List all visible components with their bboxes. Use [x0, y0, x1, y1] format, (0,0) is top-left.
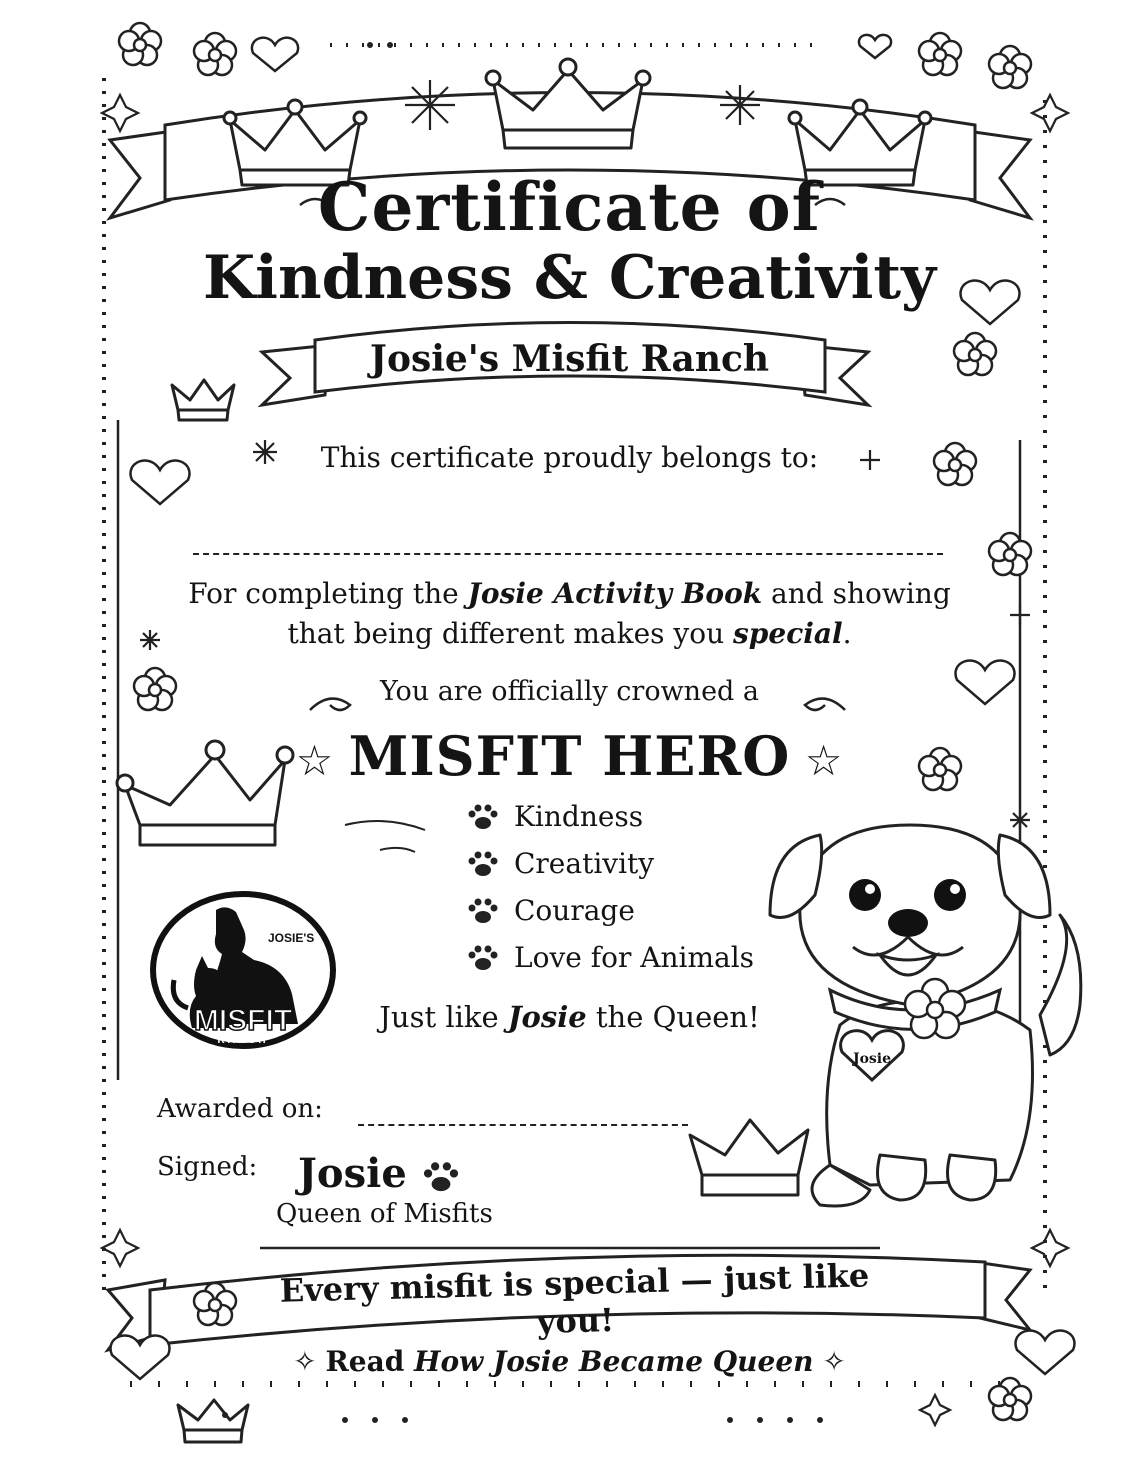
read-book-line: ✧ Read How Josie Became Queen ✧ [293, 1345, 846, 1378]
list-item: Kindness [466, 793, 754, 840]
completion-line2: that being different makes you special. [287, 617, 852, 650]
traits-list [466, 793, 754, 981]
star-icon: ☆ [790, 736, 844, 785]
hero-title: ☆ MISFIT HERO ☆ [295, 724, 844, 788]
logo-bottom-text: RANCH [217, 1035, 269, 1046]
signature: Josie [298, 1150, 461, 1197]
star-icon: ☆ [295, 736, 349, 785]
list-item: Creativity [466, 840, 754, 887]
signed-label: Signed: [157, 1152, 258, 1182]
completion-line1: For completing the Josie Activity Book and showing [188, 577, 951, 610]
recipient-name-line [193, 553, 943, 555]
ranch-name-banner: Josie's Misfit Ranch [369, 338, 770, 380]
paw-icon [466, 943, 500, 973]
completion-text [0, 574, 1139, 654]
sparkle-icon: ✧ [813, 1345, 846, 1378]
motto-banner-text: Every misfit is special — just like you! [279, 1256, 870, 1341]
sparkle-icon: ✧ [293, 1345, 326, 1378]
paw-icon [466, 802, 500, 832]
signature-title: Queen of Misfits [276, 1199, 493, 1229]
book-title: How Josie Became Queen [414, 1345, 814, 1378]
list-item: Love for Animals [466, 934, 754, 981]
paw-icon [466, 896, 500, 926]
certificate-title-line1: Certificate of [317, 168, 822, 246]
awarded-label: Awarded on: [157, 1094, 323, 1124]
logo-top-text: JOSIE'S [268, 931, 315, 945]
puppy-illustration [760, 795, 1100, 1215]
belongs-to-label: This certificate proudly belongs to: [320, 441, 819, 474]
activity-book-title: Josie Activity Book [467, 577, 763, 610]
paw-icon [466, 849, 500, 879]
list-item: Courage [466, 887, 754, 934]
just-like-josie: Just like Josie the Queen! [379, 1000, 760, 1034]
misfit-ranch-logo [148, 890, 338, 1055]
logo-main-text: MISFIT [193, 1004, 293, 1037]
paw-icon [421, 1159, 461, 1195]
dog-tag-text: Josie [852, 1051, 892, 1067]
award-date-line [358, 1124, 688, 1126]
certificate-title-line2: Kindness & Creativity [203, 243, 936, 313]
crowned-text: You are officially crowned a [379, 676, 760, 707]
